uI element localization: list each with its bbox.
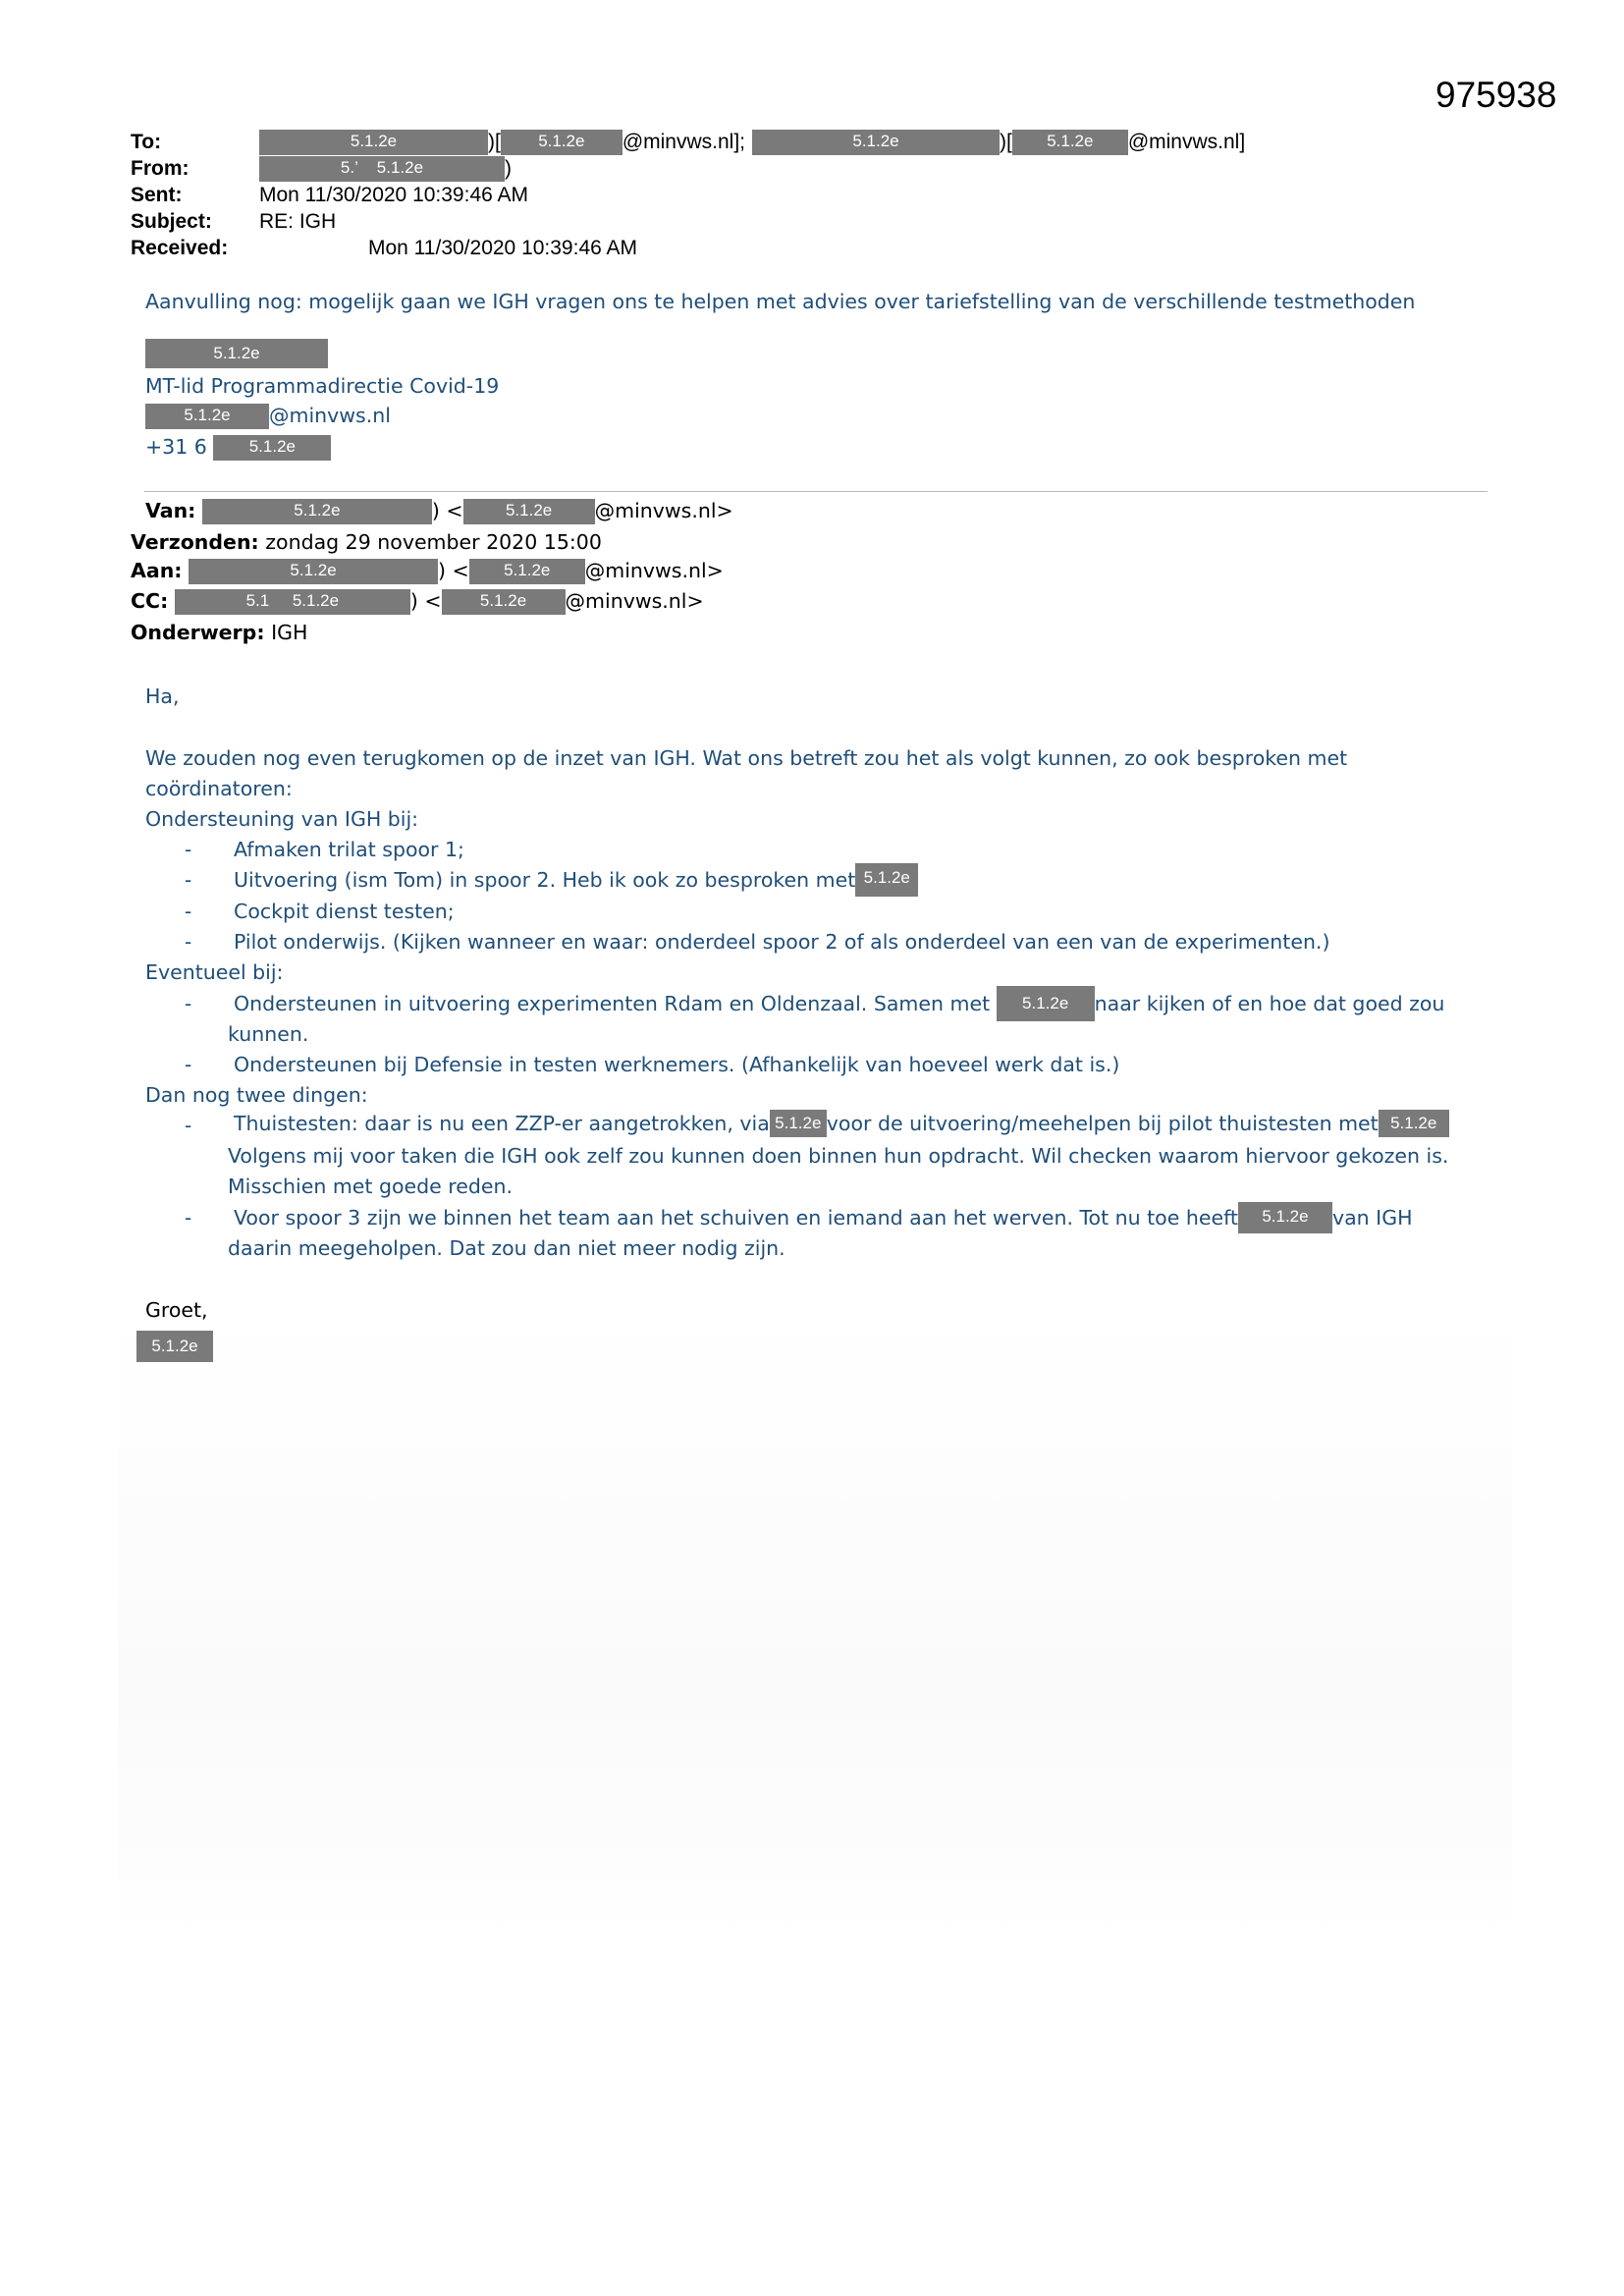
list-item: Cockpit dienst testen; xyxy=(234,900,455,923)
support-heading: Ondersteuning van IGH bij: xyxy=(145,807,419,831)
reply-text: Aanvulling nog: mogelijk gaan we IGH vragen ons te helpen met advies over tariefstelling van de verschillende testmethoden xyxy=(145,290,1416,313)
list-dash: - xyxy=(185,1206,192,1230)
list-item-continuation: Volgens mij voor taken die IGH ook zelf zou kunnen doen binnen hun opdracht. Wil checken waarom hiervoor gekozen is. xyxy=(228,1144,1449,1168)
redaction-box: 5.1.2e xyxy=(136,1331,213,1362)
onderwerp-label: Onderwerp: xyxy=(131,621,265,644)
list-item: Afmaken trilat spoor 1; xyxy=(234,838,464,861)
list-item: Pilot onderwijs. (Kijken wanneer en waar: onderdeel spoor 2 of als onderdeel van een van de experimenten.) xyxy=(234,930,1330,954)
redaction-box: 5.1.2e xyxy=(752,130,1000,155)
list-item-continuation: daarin meegeholpen. Dat zou dan niet meer nodig zijn. xyxy=(228,1236,785,1260)
fwd-van xyxy=(145,499,733,524)
list-item-continuation: kunnen. xyxy=(228,1022,309,1046)
fwd-aan xyxy=(131,559,724,584)
signature-phone xyxy=(145,435,331,461)
aan-domain: @minvws.nl> xyxy=(584,559,724,582)
header-to xyxy=(131,129,1245,155)
fwd-verzonden xyxy=(131,530,602,554)
header-from xyxy=(131,155,512,182)
redaction-box: 5.1.2e xyxy=(770,1110,827,1137)
list-dash: - xyxy=(185,1053,192,1076)
list-item: Thuistesten: daar is nu een ZZP-er aangetrokken, via 5.1.2e voor de uitvoering/meehelpen bij pilot thuistesten met 5.1.2e xyxy=(234,1110,1449,1137)
redaction-box: 5.1.2e xyxy=(189,559,438,584)
header-received xyxy=(131,235,637,261)
list-item: Ondersteunen in uitvoering experimenten Rdam en Oldenzaal. Samen met 5.1.2e naar kijken of en hoe dat goed zou xyxy=(234,986,1444,1021)
to-domain: @minvws.nl] xyxy=(1127,131,1246,153)
onderwerp-value: IGH xyxy=(271,621,308,644)
signature-phone-prefix: +31 6 xyxy=(145,435,207,459)
to-bracket: )[ xyxy=(1000,131,1012,153)
redaction-box: 5.1.2e xyxy=(469,559,585,584)
signature-name xyxy=(145,339,328,368)
van-label: Van: xyxy=(145,499,196,522)
list-dash: - xyxy=(185,868,192,892)
signature-role: MT-lid Programmadirectie Covid-19 xyxy=(145,374,500,398)
subject-label: Subject: xyxy=(131,210,212,233)
fwd-cc xyxy=(131,589,704,615)
subject-value: RE: IGH xyxy=(259,210,337,233)
closing: Groet, xyxy=(145,1298,208,1322)
redaction-box: 5.1.2e xyxy=(463,499,595,524)
van-domain: @minvws.nl> xyxy=(594,499,733,522)
list-item: Ondersteunen bij Defensie in testen werknemers. (Afhankelijk van hoeveel werk dat is.) xyxy=(234,1053,1120,1076)
aan-bracket: ) < xyxy=(438,559,469,582)
redaction-box: 5.1.2e xyxy=(145,339,328,368)
list-item: Uitvoering (ism Tom) in spoor 2. Heb ik ook zo besproken met 5.1.2e xyxy=(234,863,918,897)
signature-email-domain: @minvws.nl xyxy=(269,404,391,427)
from-label: From: xyxy=(131,157,189,180)
redaction-box: 5.1 5.1.2e xyxy=(175,589,410,615)
fwd-onderwerp xyxy=(131,621,307,644)
header-sent xyxy=(131,182,528,208)
van-bracket: ) < xyxy=(431,499,463,522)
list-dash: - xyxy=(185,1114,192,1137)
list-dash: - xyxy=(185,930,192,954)
cc-domain: @minvws.nl> xyxy=(565,589,704,613)
intro-line-2: coördinatoren: xyxy=(145,777,293,800)
to-label: To: xyxy=(131,131,162,153)
sent-label: Sent: xyxy=(131,184,183,206)
received-label: Received: xyxy=(131,237,229,259)
sent-value: Mon 11/30/2020 10:39:46 AM xyxy=(259,184,528,206)
greeting: Ha, xyxy=(145,684,180,708)
redaction-box: 5.1.2e xyxy=(442,589,566,615)
to-domain: @minvws.nl]; xyxy=(622,131,745,153)
redaction-box: 5.1.2e xyxy=(259,130,488,155)
header-subject xyxy=(131,208,336,235)
redaction-box: 5.1.2e xyxy=(1379,1110,1449,1137)
list-item: Voor spoor 3 zijn we binnen het team aan het schuiven en iemand aan het werven. Tot nu toe heeft 5.1.2e van IGH xyxy=(234,1202,1413,1233)
sender-signature xyxy=(136,1331,213,1362)
redaction-box: 5.1.2e xyxy=(855,863,918,897)
redaction-box: 5.1.2e xyxy=(501,130,623,155)
list-dash: - xyxy=(185,900,192,923)
cc-bracket: ) < xyxy=(409,589,442,613)
to-bracket: )[ xyxy=(488,131,501,153)
verzonden-value: zondag 29 november 2020 15:00 xyxy=(265,530,602,554)
verzonden-label: Verzonden: xyxy=(131,530,259,554)
document-number: 975938 xyxy=(1435,75,1557,115)
redaction-box: 5.1.2e xyxy=(997,986,1095,1021)
redaction-box: 5.1.2e xyxy=(213,435,331,461)
received-value: Mon 11/30/2020 10:39:46 AM xyxy=(368,237,637,259)
list-dash: - xyxy=(185,992,192,1015)
scan-shading xyxy=(118,1306,1512,1935)
redaction-box: 5.1.2e xyxy=(1238,1202,1332,1233)
aan-label: Aan: xyxy=(131,559,183,582)
redaction-box: 5.1.2e xyxy=(1012,130,1128,155)
redaction-box: 5.1.2e xyxy=(145,404,269,429)
redaction-box: 5.’ 5.1.2e xyxy=(259,156,505,182)
redaction-box: 5.1.2e xyxy=(202,499,432,524)
from-bracket: ) xyxy=(505,157,512,180)
list-item-continuation: Misschien met goede reden. xyxy=(228,1175,513,1198)
intro-line-1: We zouden nog even terugkomen op de inzet van IGH. Wat ons betreft zou het als volgt kunnen, zo ook besproken met xyxy=(145,746,1348,770)
optional-heading: Eventueel bij: xyxy=(145,960,284,984)
two-things-heading: Dan nog twee dingen: xyxy=(145,1083,368,1107)
separator-line xyxy=(144,491,1488,492)
signature-email xyxy=(145,404,391,429)
cc-label: CC: xyxy=(131,589,169,613)
list-dash: - xyxy=(185,838,192,861)
